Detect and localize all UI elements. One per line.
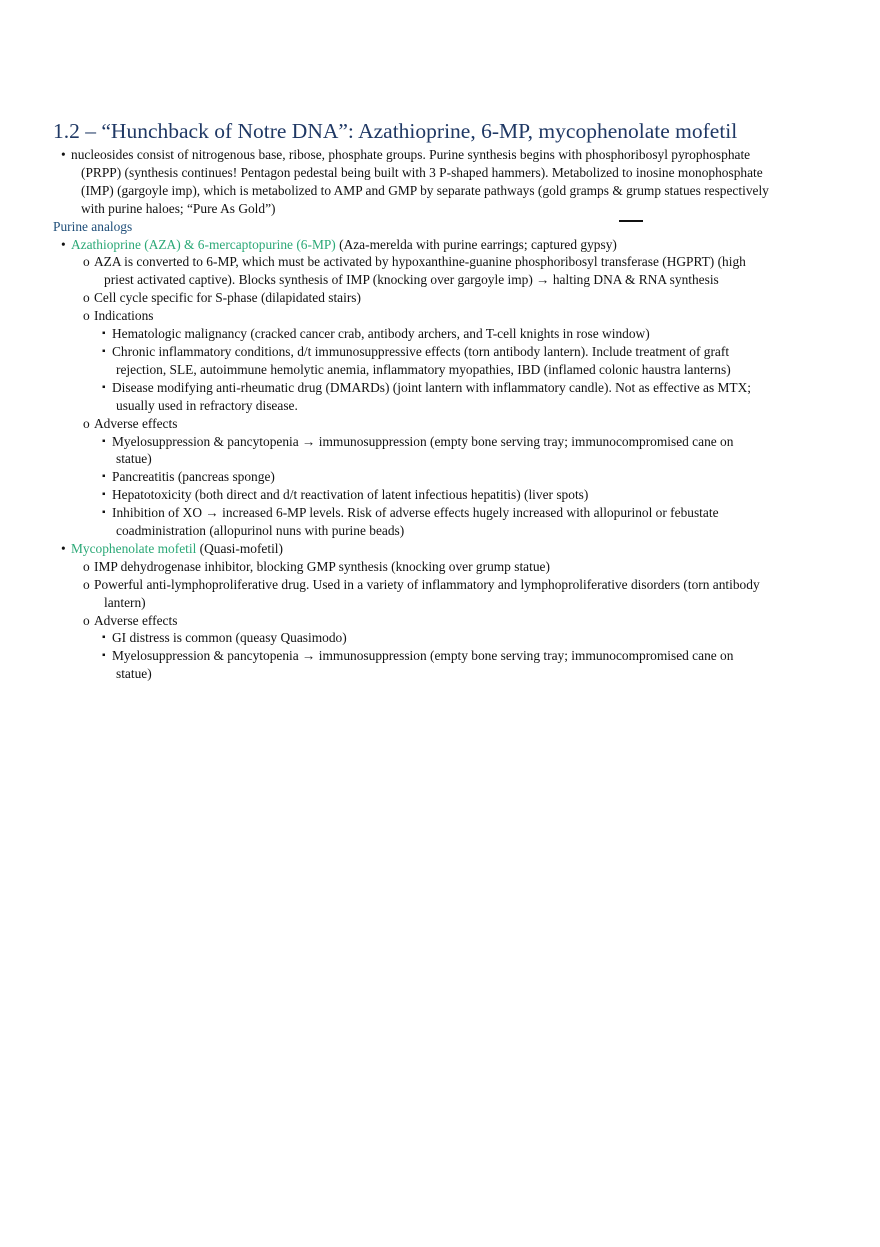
aza-adverse-line: coadministration (allopurinol nuns with purine beads) bbox=[116, 523, 405, 539]
aza-indication-item bbox=[53, 379, 828, 415]
aza-cell-cycle-text: Cell cycle specific for S-phase (dilapidated stairs) bbox=[94, 290, 361, 306]
aza-adverse-item bbox=[53, 468, 828, 486]
bullet-marker: • bbox=[61, 540, 66, 556]
myco-point bbox=[53, 576, 828, 612]
intro-line: (IMP) (gargoyle imp), which is metabolized to AMP and GMP by separate pathways (gold gramps & grump statues respectively bbox=[81, 182, 769, 198]
aza-indications-label: Indications bbox=[94, 308, 154, 324]
aza-adverse-label: Adverse effects bbox=[94, 415, 178, 431]
notes-body bbox=[53, 146, 828, 683]
aza-adverse-item bbox=[53, 433, 828, 469]
intro-bullet bbox=[53, 146, 828, 218]
myco-adverse-line: statue) bbox=[116, 666, 152, 682]
square-bullet-icon: ▪ bbox=[102, 345, 106, 357]
aza-cell-cycle bbox=[53, 289, 828, 307]
aza-mechanism-line: AZA is converted to 6-MP, which must be activated by hypoxanthine-guanine phosphoribosyl transferase (HGPRT) (high bbox=[94, 254, 746, 270]
bullet-marker: • bbox=[61, 236, 66, 252]
sub-bullet-marker: o bbox=[83, 558, 90, 574]
myco-point-line: lantern) bbox=[104, 594, 146, 610]
aza-indications-heading bbox=[53, 307, 828, 325]
drug-aza bbox=[53, 236, 828, 254]
square-bullet-icon: ▪ bbox=[102, 650, 106, 662]
square-bullet-icon: ▪ bbox=[102, 507, 106, 519]
square-bullet-icon: ▪ bbox=[102, 381, 106, 393]
aza-indication-item bbox=[53, 343, 828, 379]
aza-indication-line: Chronic inflammatory conditions, d/t immunosuppressive effects (torn antibody lantern). Include treatment of graft bbox=[112, 343, 730, 359]
myco-adverse-label: Adverse effects bbox=[94, 612, 178, 628]
aza-adverse-line: Inhibition of XO → increased 6-MP levels. Risk of adverse effects hugely increased with allopurinol or febustate bbox=[112, 505, 719, 521]
aza-adverse-line: statue) bbox=[116, 451, 152, 467]
square-bullet-icon: ▪ bbox=[102, 435, 106, 447]
drug-mnemonic-aza: (Aza-merelda with purine earrings; captured gypsy) bbox=[335, 236, 617, 252]
intro-line: nucleosides consist of nitrogenous base, ribose, phosphate groups. Purine synthesis begins with phosphoribosyl pyrophosphate bbox=[71, 147, 751, 162]
aza-mechanism bbox=[53, 253, 828, 289]
aza-adverse-line: Hepatotoxicity (both direct and d/t reactivation of latent infectious hepatitis) (liver spots) bbox=[112, 487, 589, 503]
square-bullet-icon: ▪ bbox=[102, 632, 106, 644]
sub-bullet-marker: o bbox=[83, 415, 90, 431]
aza-indication-line: Disease modifying anti-rheumatic drug (DMARDs) (joint lantern with inflammatory candle). Not as effective as MTX; bbox=[112, 379, 751, 395]
aza-adverse-item bbox=[53, 504, 828, 540]
myco-adverse-item bbox=[53, 647, 828, 683]
bullet-marker: • bbox=[61, 147, 66, 162]
sub-bullet-marker: o bbox=[83, 290, 90, 306]
intro-line: (PRPP) (synthesis continues! Pentagon pedestal being built with 3 P-shaped hammers). Metabolized to inosine monophosphate bbox=[81, 164, 763, 180]
drug-mycophenolate bbox=[53, 540, 828, 558]
myco-point-line: Powerful anti-lymphoproliferative drug. Used in a variety of inflammatory and lymphoproliferative disorders (torn antibody bbox=[94, 576, 760, 592]
square-bullet-icon: ▪ bbox=[102, 471, 106, 483]
aza-indication-line: Hematologic malignancy (cracked cancer crab, antibody archers, and T-cell knights in rose window) bbox=[112, 326, 650, 342]
myco-adverse-line: Myelosuppression & pancytopenia → immunosuppression (empty bone serving tray; immunocompromised cane on bbox=[112, 648, 734, 664]
sub-bullet-marker: o bbox=[83, 612, 90, 628]
drug-name-aza: Azathioprine (AZA) & 6-mercaptopurine (6-MP) bbox=[71, 236, 336, 252]
drug-mnemonic-mycophenolate: (Quasi-mofetil) bbox=[196, 540, 283, 556]
drug-name-mycophenolate: Mycophenolate mofetil bbox=[71, 540, 197, 556]
myco-adverse-line: GI distress is common (queasy Quasimodo) bbox=[112, 630, 347, 646]
myco-adverse-item bbox=[53, 629, 828, 647]
aza-adverse-line: Myelosuppression & pancytopenia → immunosuppression (empty bone serving tray; immunocompromised cane on bbox=[112, 433, 734, 449]
sub-bullet-marker: o bbox=[83, 308, 90, 324]
aza-indication-line: usually used in refractory disease. bbox=[116, 397, 298, 413]
sub-bullet-marker: o bbox=[83, 576, 90, 592]
aza-mechanism-line: priest activated captive). Blocks synthesis of IMP (knocking over gargoyle imp) → halting DNA & RNA synthesis bbox=[104, 272, 719, 288]
myco-point-line: IMP dehydrogenase inhibitor, blocking GMP synthesis (knocking over grump statue) bbox=[94, 558, 550, 574]
aza-indication-line: rejection, SLE, autoimmune hemolytic anemia, inflammatory myopathies, IBD (inflamed colonic haustra lanterns) bbox=[116, 361, 731, 377]
page-title: 1.2 – “Hunchback of Notre DNA”: Azathioprine, 6-MP, mycophenolate mofetil bbox=[53, 119, 738, 143]
square-bullet-icon: ▪ bbox=[102, 489, 106, 501]
sub-bullet-marker: o bbox=[83, 254, 90, 270]
myco-point bbox=[53, 558, 828, 576]
aza-adverse-item bbox=[53, 486, 828, 504]
square-bullet-icon: ▪ bbox=[102, 328, 106, 340]
aza-adverse-line: Pancreatitis (pancreas sponge) bbox=[112, 469, 275, 485]
section-heading-purine-analogs: Purine analogs bbox=[53, 218, 133, 234]
aza-indication-item bbox=[53, 325, 828, 343]
myco-adverse-heading bbox=[53, 612, 828, 630]
aza-adverse-heading bbox=[53, 415, 828, 433]
intro-line: with purine haloes; “Pure As Gold”) bbox=[81, 200, 276, 216]
